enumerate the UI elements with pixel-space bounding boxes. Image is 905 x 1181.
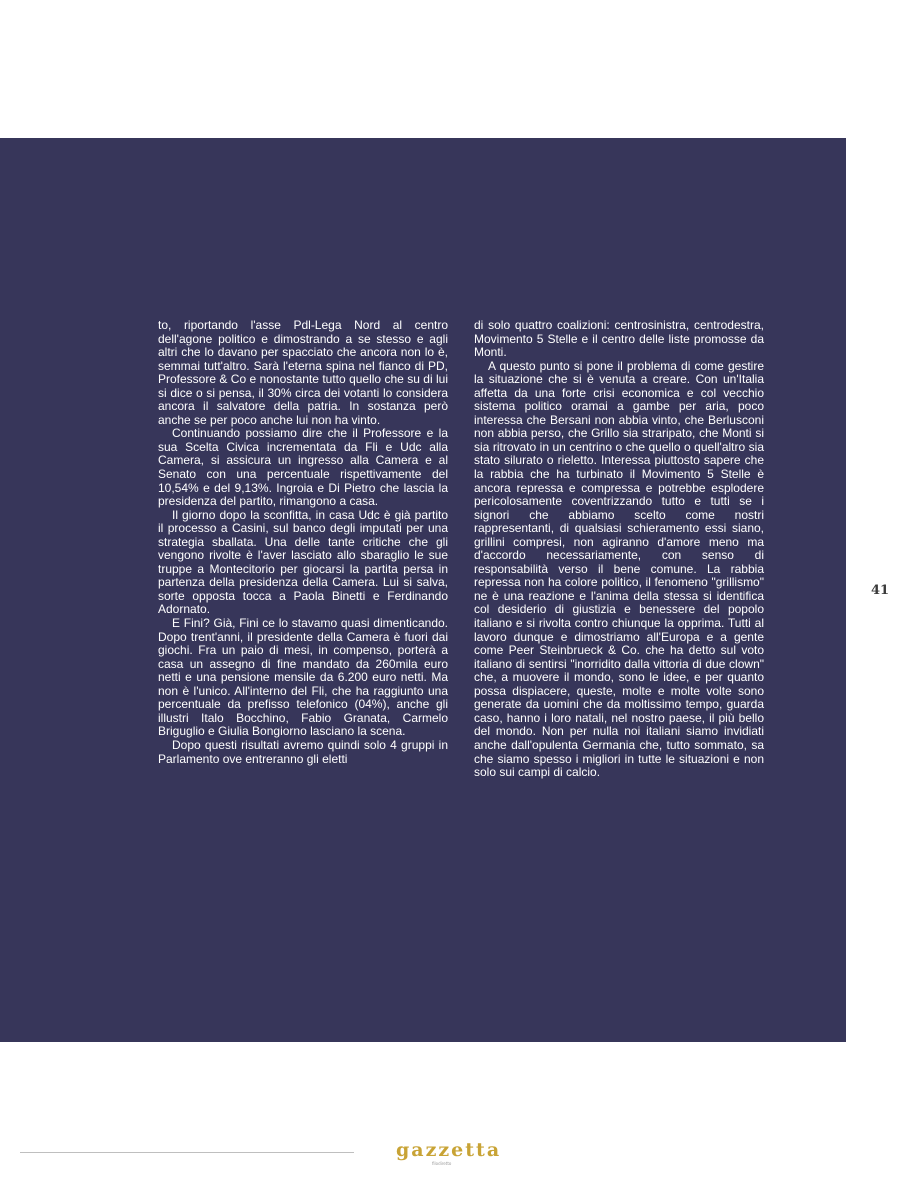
footer-divider — [20, 1152, 354, 1153]
magazine-logo — [396, 1139, 510, 1169]
paragraph: E Fini? Già, Fini ce lo stavamo quasi dimenticando. Dopo trent'anni, il presidente della Camera è fuori dai giochi. Fra un paio di mesi, in compenso, porterà a casa un assegno di fine mandato da 260mila euro netti e una pensione mensile da 6.200 euro netti. Ma non è l'unico. All'interno del Fli, che ha raggiunto una percentuale da prefisso telefonico (04%), anche gli illustri Italo Bocchino, Fabio Granata, Carmelo Briguglio e Giulia Bongiorno lasciano la scena. — [158, 616, 448, 739]
logo-subtitle: filodiretto — [432, 1161, 452, 1166]
paragraph: Dopo questi risultati avremo quindi solo 4 gruppi in Parlamento ove entreranno gli eletti — [158, 737, 448, 766]
paragraph: Continuando possiamo dire che il Professore e la sua Scelta Civica incrementata da Fli e Udc alla Camera, si assicura un ingresso alla Camera e al Senato con una percentuale rispettivamente del 10,54% e del 9,13%. Ingroia e Di Pietro che lascia la presidenza del partito, rimangono a casa. — [158, 426, 448, 509]
page-number: 41 — [871, 583, 890, 598]
logo-text: gazzetta — [396, 1139, 502, 1161]
paragraph: to, riportando l'asse Pdl-Lega Nord al centro dell'agone politico e dimostrando a se stesso e agli altri che lo davano per spacciato che ancora non lo è, semmai tutt'altro. Sarà l'eterna spina nel fianco di PD, Professore & Co e nonostante tutto quello che su di lui si dice o si pensa, il 30% circa dei votanti lo considera ancora il salvatore della patria. In sostanza però anche se per poco anche lui non ha vinto. — [158, 318, 448, 427]
article-column-right — [474, 319, 764, 780]
article-column-left — [158, 319, 448, 766]
paragraph: A questo punto si pone il problema di come gestire la situazione che si è venuta a creare. Con un'Italia affetta da una forte crisi economica e col vecchio sistema politico oramai a gambe per aria, poco interessa che Bersani non abbia vinto, che Berlusconi non abbia perso, che Grillo sia straripato, che Monti si sia ritrovato in un centrino o che quello o quell'altro sia stato silurato o rieletto. Interessa piuttosto sapere che la rabbia che ha turbinato il Movimento 5 Stelle è ancora repressa e compressa e potrebbe esplodere pericolosamente coventrizzando tutto e tutti se i signori che abbiamo scelto come nostri rappresentanti, di qualsiasi schieramento essi siano, grillini compresi, non agiranno d'amore meno ma d'accordo necessariamente, con senso di responsabilità verso il bene comune. La rabbia repressa non ha colore politico, il fenomeno "grillismo" ne è una reazione e l'anima della stessa si identifica col desiderio di giustizia e benessere del popolo italiano e si rivolta contro chiunque la opprima. Tutti al lavoro dunque e dimostriamo all'Europa e a gente come Peer Steinbrueck & Co. che ha detto sul voto italiano di sentirsi "inorridito dalla vittoria di due clown" che, a muovere il mondo, sono le idee, e per quanto possa dispiacere, queste, molte e molte volte sono generate da uomini che da moltissimo tempo, guarda caso, hanno i loro natali, nel nostro paese, il più bello del mondo. Non per nulla noi italiani siamo invidiati anche dall'opulenta Germania che, tutto sommato, sa che siamo spesso i migliori in tutte le situazioni e non solo sui campi di calcio. — [474, 358, 764, 780]
paragraph: di solo quattro coalizioni: centrosinistra, centrodestra, Movimento 5 Stelle e il centro delle liste promosse da Monti. — [474, 318, 764, 360]
paragraph: Il giorno dopo la sconfitta, in casa Udc è già partito il processo a Casini, sul banco degli imputati per una strategia sballata. Una delle tante critiche che gli vengono rivolte è l'aver lasciato allo sbaraglio le sue truppe a Montecitorio per giocarsi la partita persa in partenza della presidenza della Camera. Lui si salva, sorte opposta tocca a Paola Binetti e Ferdinando Adornato. — [158, 507, 448, 617]
